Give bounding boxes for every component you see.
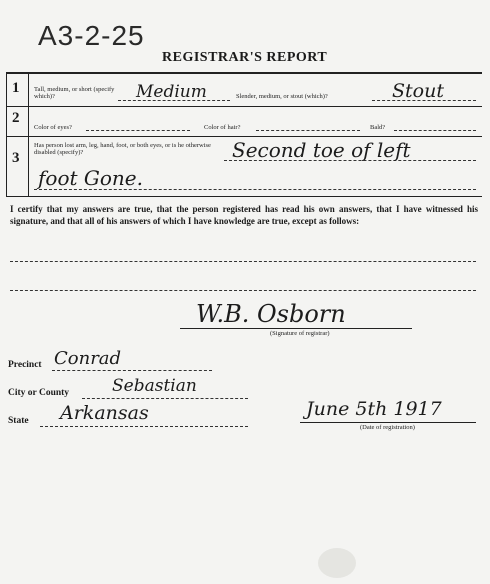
precinct-value: Conrad <box>54 348 122 369</box>
eye-color-label: Color of eyes? <box>34 124 72 131</box>
city-county-line <box>82 398 248 399</box>
row-3-number: 3 <box>12 150 20 166</box>
build-value: Stout <box>392 80 444 102</box>
row1-bottom-rule <box>6 106 482 107</box>
disability-value-1: Second toe of left <box>232 138 411 162</box>
date-caption: (Date of registration) <box>360 424 415 431</box>
height-value: Medium <box>136 82 207 102</box>
signature-line <box>180 328 412 329</box>
bald-line <box>394 130 476 131</box>
row2-bottom-rule <box>6 136 482 137</box>
bald-label: Bald? <box>370 124 386 131</box>
precinct-label: Precinct <box>8 360 42 370</box>
exception-line-2 <box>10 290 476 291</box>
form-title: REGISTRAR'S REPORT <box>162 50 328 65</box>
top-rule <box>6 72 482 74</box>
eye-color-line <box>86 130 190 131</box>
serial-stamp: A3-2-25 <box>38 20 145 51</box>
height-label: Tall, medium, or short (specify which)? <box>34 86 115 100</box>
row-number-divider <box>28 72 29 197</box>
disability-label: Has person lost arm, leg, hand, foot, or both eyes, or is he otherwise disabled (specify)? <box>34 142 211 156</box>
row-1-number: 1 <box>12 80 20 96</box>
registrar-signature: W.B. Osborn <box>196 300 346 328</box>
registration-date: June 5th 1917 <box>306 398 442 420</box>
disability-value-2: foot Gone. <box>38 166 143 190</box>
row3-bottom-rule <box>6 196 482 197</box>
left-rule <box>6 72 7 197</box>
paper-blot <box>318 548 356 578</box>
date-line <box>300 422 476 423</box>
city-county-value: Sebastian <box>112 376 197 396</box>
certification-text: I certify that my answers are true, that the person registered has read his own answers, that I have witnessed his signature, and that all of his answers of which I have knowledge are true, except as follows: <box>10 204 478 226</box>
signature-caption: (Signature of registrar) <box>270 330 330 337</box>
row-2-number: 2 <box>12 110 20 126</box>
hair-color-line <box>256 130 360 131</box>
state-value: Arkansas <box>60 402 149 424</box>
exception-line-1 <box>10 261 476 262</box>
hair-color-label: Color of hair? <box>204 124 241 131</box>
state-line <box>40 426 248 427</box>
build-label: Slender, medium, or stout (which)? <box>236 93 328 100</box>
city-county-label: City or County <box>8 388 70 398</box>
precinct-line <box>52 370 212 371</box>
state-label: State <box>8 416 29 426</box>
